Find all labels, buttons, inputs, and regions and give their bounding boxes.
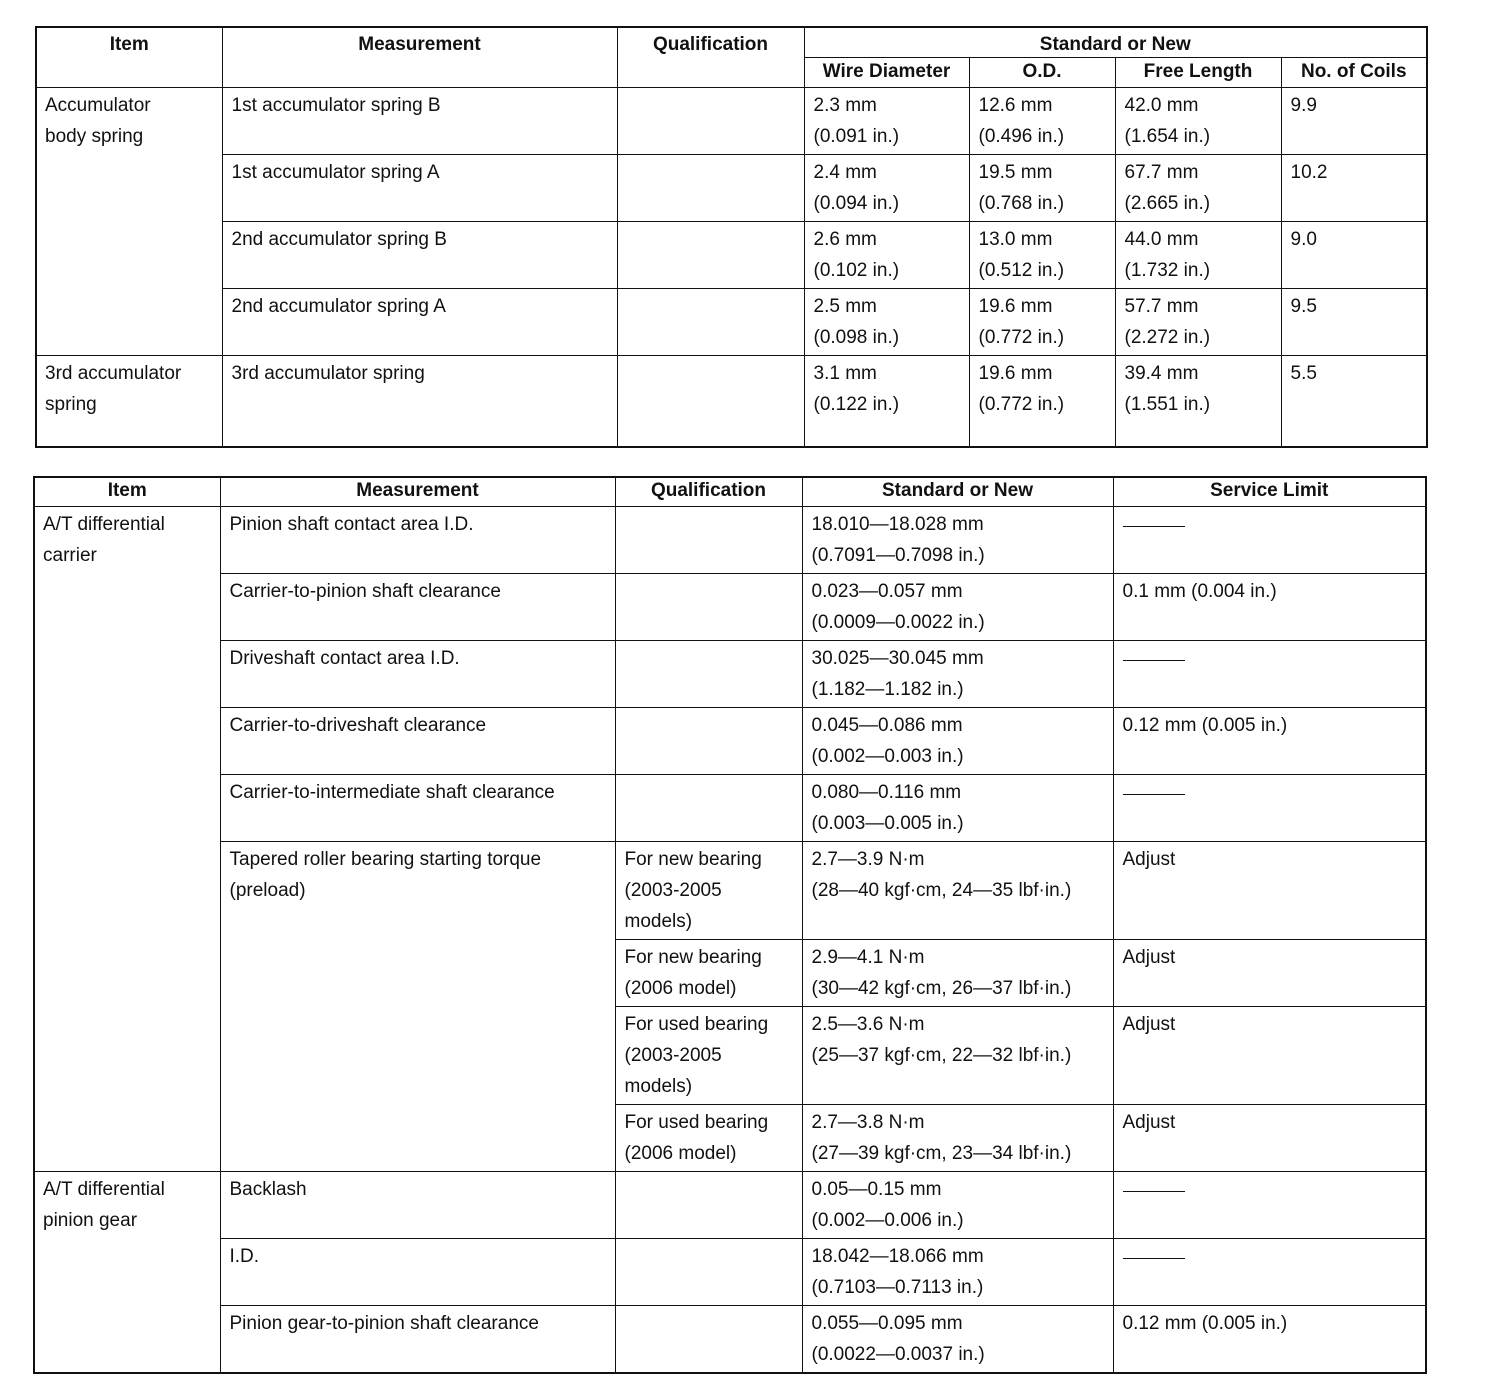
table-row (34, 640, 1426, 707)
service-limit-cell: 0.1 mm (0.004 in.) (1113, 573, 1426, 640)
wire-diameter-cell: 2.5 mm (0.098 in.) (804, 288, 969, 355)
header-wire-diameter: Wire Diameter (804, 57, 969, 87)
wire-diameter-cell: 2.4 mm (0.094 in.) (804, 154, 969, 221)
dash-placeholder (1123, 1258, 1185, 1259)
coils-cell: 9.0 (1281, 221, 1427, 288)
header-measurement: Measurement (220, 477, 615, 506)
service-limit-cell: 0.12 mm (0.005 in.) (1113, 707, 1426, 774)
od-cell: 13.0 mm (0.512 in.) (969, 221, 1115, 288)
service-limit-cell (1113, 774, 1426, 841)
free-length-cell: 67.7 mm (2.665 in.) (1115, 154, 1281, 221)
table-row (34, 707, 1426, 774)
item-cell: A/T differential carrier (34, 506, 220, 1171)
qualification-cell: For used bearing (2003-2005 models) (615, 1006, 802, 1104)
header-free-length: Free Length (1115, 57, 1281, 87)
qualification-cell: For new bearing (2006 model) (615, 939, 802, 1006)
wire-diameter-cell: 3.1 mm (0.122 in.) (804, 355, 969, 447)
standard-cell: 2.9—4.1 N·m (30—42 kgf·cm, 26—37 lbf·in.) (802, 939, 1113, 1006)
table-row (36, 154, 1427, 221)
free-length-cell: 39.4 mm (1.551 in.) (1115, 355, 1281, 447)
item-cell: 3rd accumulator spring (36, 355, 222, 447)
coils-cell: 5.5 (1281, 355, 1427, 447)
free-length-cell: 57.7 mm (2.272 in.) (1115, 288, 1281, 355)
qualification-cell (617, 355, 804, 447)
qualification-cell (615, 707, 802, 774)
wire-diameter-cell: 2.6 mm (0.102 in.) (804, 221, 969, 288)
standard-cell: 0.080—0.116 mm (0.003—0.005 in.) (802, 774, 1113, 841)
standard-cell: 0.045—0.086 mm (0.002—0.003 in.) (802, 707, 1113, 774)
measurement-cell: 2nd accumulator spring A (222, 288, 617, 355)
measurement-cell: 2nd accumulator spring B (222, 221, 617, 288)
standard-cell: 2.7—3.8 N·m (27—39 kgf·cm, 23—34 lbf·in.) (802, 1104, 1113, 1171)
header-qualification: Qualification (617, 27, 804, 87)
standard-cell: 30.025—30.045 mm (1.182—1.182 in.) (802, 640, 1113, 707)
standard-cell: 2.7—3.9 N·m (28—40 kgf·cm, 24—35 lbf·in.) (802, 841, 1113, 939)
standard-cell: 18.042—18.066 mm (0.7103—0.7113 in.) (802, 1238, 1113, 1305)
table-row (36, 288, 1427, 355)
measurement-cell: Tapered roller bearing starting torque (preload) (220, 841, 615, 1171)
coils-cell: 9.9 (1281, 87, 1427, 154)
qualification-cell (615, 1171, 802, 1238)
free-length-cell: 44.0 mm (1.732 in.) (1115, 221, 1281, 288)
qualification-cell: For new bearing (2003-2005 models) (615, 841, 802, 939)
measurement-cell: Carrier-to-intermediate shaft clearance (220, 774, 615, 841)
od-cell: 12.6 mm (0.496 in.) (969, 87, 1115, 154)
header-item: Item (34, 477, 220, 506)
service-limit-cell: 0.12 mm (0.005 in.) (1113, 1305, 1426, 1373)
qualification-cell (617, 87, 804, 154)
table-row (34, 841, 1426, 939)
dash-placeholder (1123, 660, 1185, 661)
header-od: O.D. (969, 57, 1115, 87)
wire-diameter-cell: 2.3 mm (0.091 in.) (804, 87, 969, 154)
service-limit-cell (1113, 506, 1426, 573)
dash-placeholder (1123, 1191, 1185, 1192)
standard-cell: 2.5—3.6 N·m (25—37 kgf·cm, 22—32 lbf·in.) (802, 1006, 1113, 1104)
od-cell: 19.6 mm (0.772 in.) (969, 288, 1115, 355)
measurement-cell: Pinion gear-to-pinion shaft clearance (220, 1305, 615, 1373)
measurement-cell: Driveshaft contact area I.D. (220, 640, 615, 707)
measurement-cell: Pinion shaft contact area I.D. (220, 506, 615, 573)
spring-spec-table (35, 26, 1428, 448)
service-limit-cell: Adjust (1113, 1006, 1426, 1104)
differential-spec-table (33, 476, 1427, 1374)
table-row (34, 1171, 1426, 1238)
table-row (36, 87, 1427, 154)
service-limit-cell: Adjust (1113, 841, 1426, 939)
header-no-of-coils: No. of Coils (1281, 57, 1427, 87)
item-cell: Accumulator body spring (36, 87, 222, 355)
standard-cell: 0.055—0.095 mm (0.0022—0.0037 in.) (802, 1305, 1113, 1373)
header-service-limit: Service Limit (1113, 477, 1426, 506)
header-standard-or-new: Standard or New (804, 27, 1427, 57)
dash-placeholder (1123, 794, 1185, 795)
od-cell: 19.5 mm (0.768 in.) (969, 154, 1115, 221)
standard-cell: 18.010—18.028 mm (0.7091—0.7098 in.) (802, 506, 1113, 573)
qualification-cell (617, 221, 804, 288)
qualification-cell (615, 573, 802, 640)
table-row (34, 774, 1426, 841)
item-cell: A/T differential pinion gear (34, 1171, 220, 1373)
measurement-cell: Backlash (220, 1171, 615, 1238)
qualification-cell (615, 1238, 802, 1305)
qualification-cell (617, 154, 804, 221)
table-row (36, 355, 1427, 447)
table-row (34, 1238, 1426, 1305)
coils-cell: 10.2 (1281, 154, 1427, 221)
table-row (34, 1305, 1426, 1373)
service-limit-cell (1113, 640, 1426, 707)
coils-cell: 9.5 (1281, 288, 1427, 355)
standard-cell: 0.05—0.15 mm (0.002—0.006 in.) (802, 1171, 1113, 1238)
qualification-cell (615, 506, 802, 573)
header-item: Item (36, 27, 222, 87)
qualification-cell (615, 640, 802, 707)
header-qualification: Qualification (615, 477, 802, 506)
service-limit-cell (1113, 1171, 1426, 1238)
qualification-cell: For used bearing (2006 model) (615, 1104, 802, 1171)
qualification-cell (615, 774, 802, 841)
measurement-cell: Carrier-to-driveshaft clearance (220, 707, 615, 774)
header-measurement: Measurement (222, 27, 617, 87)
table-row (34, 506, 1426, 573)
service-limit-cell: Adjust (1113, 1104, 1426, 1171)
qualification-cell (615, 1305, 802, 1373)
measurement-cell: Carrier-to-pinion shaft clearance (220, 573, 615, 640)
od-cell: 19.6 mm (0.772 in.) (969, 355, 1115, 447)
standard-cell: 0.023—0.057 mm (0.0009—0.0022 in.) (802, 573, 1113, 640)
qualification-cell (617, 288, 804, 355)
measurement-cell: 3rd accumulator spring (222, 355, 617, 447)
header-standard-or-new: Standard or New (802, 477, 1113, 506)
free-length-cell: 42.0 mm (1.654 in.) (1115, 87, 1281, 154)
dash-placeholder (1123, 526, 1185, 527)
measurement-cell: I.D. (220, 1238, 615, 1305)
measurement-cell: 1st accumulator spring A (222, 154, 617, 221)
service-limit-cell (1113, 1238, 1426, 1305)
service-limit-cell: Adjust (1113, 939, 1426, 1006)
measurement-cell: 1st accumulator spring B (222, 87, 617, 154)
table-row (36, 221, 1427, 288)
table-row (34, 573, 1426, 640)
